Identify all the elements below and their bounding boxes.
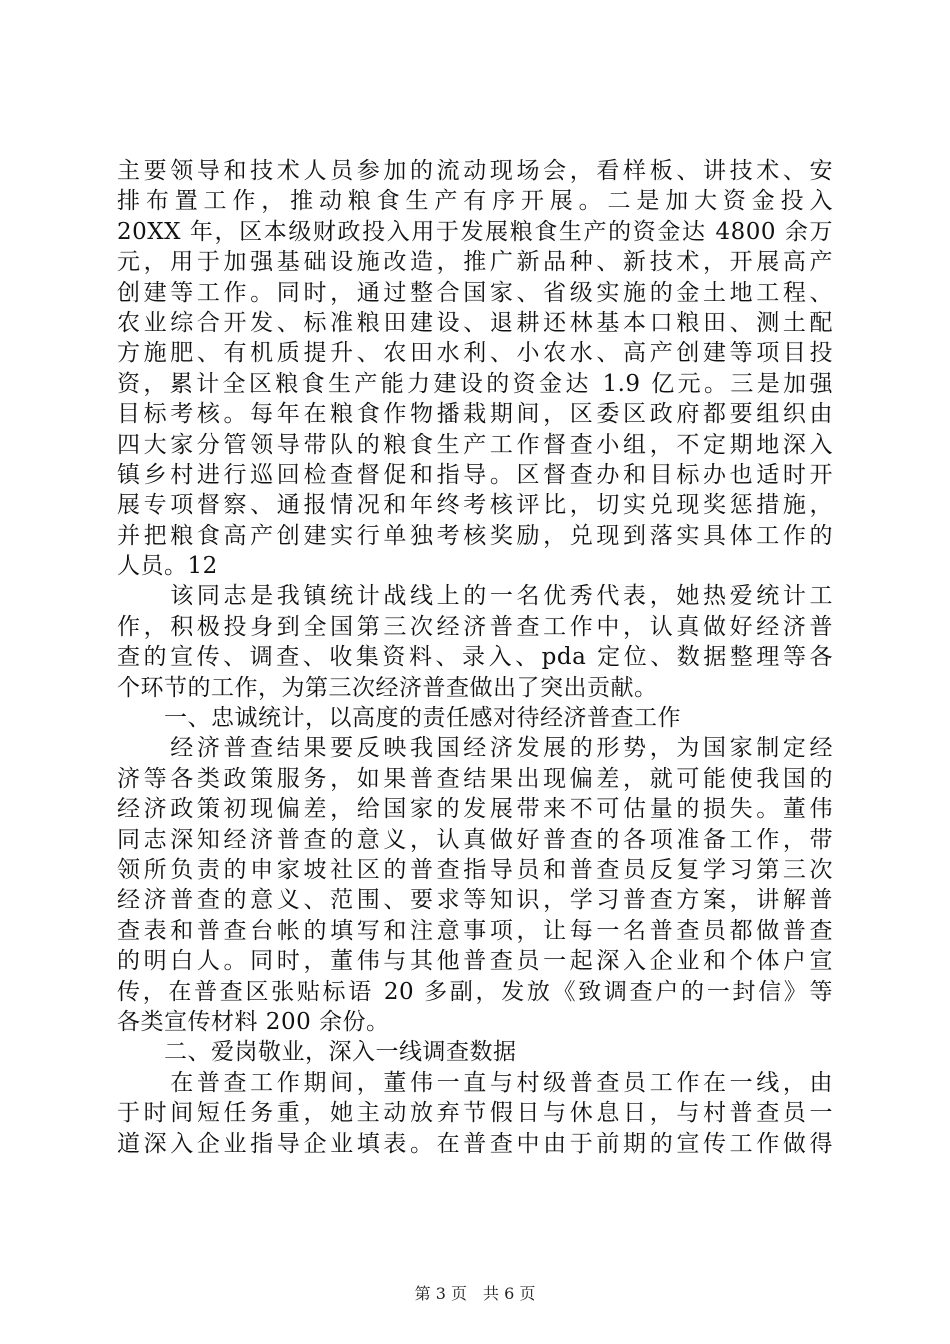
text-line: 查表和普查台帐的填写和注意事项，让每一名普查员都做普查 [117,917,833,944]
paragraph-statistician-intro [117,581,833,703]
text-line: 各类宣传材料 200 余份。 [117,1008,390,1035]
section-heading-1: 一、忠诚统计，以高度的责任感对待经济普查工作 [117,705,681,732]
paragraph-frontline-work [117,1068,833,1159]
text-line: 传，在普查区张贴标语 20 多副，发放《致调查户的一封信》等 [117,978,833,1005]
text-line: 农业综合开发、标准粮田建设、退耕还林基本口粮田、测土配 [117,309,833,336]
text-line: 目标考核。每年在粮食作物播栽期间，区委区政府都要组织由 [117,401,833,428]
text-line: 该同志是我镇统计战线上的一名优秀代表，她热爱统计工 [117,583,833,610]
page-number-footer: 第 3 页 共 6 页 [414,1284,536,1303]
text-line: 创建等工作。同时，通过整合国家、省级实施的金土地工程、 [117,279,833,306]
text-line: 经济政策初现偏差，给国家的发展带来不可估量的损失。董伟 [117,796,833,823]
text-line: 镇乡村进行巡回检查督促和指导。区督查办和目标办也适时开 [117,461,833,488]
text-line: 四大家分管领导带队的粮食生产工作督查小组，不定期地深入 [117,431,833,458]
text-line: 主要领导和技术人员参加的流动现场会，看样板、讲技术、安 [117,158,833,184]
text-line: 查的宣传、调查、收集资料、录入、pda 定位、数据整理等各 [117,644,833,671]
text-line: 领所负责的申家坡社区的普查指导员和普查员反复学习第三次 [117,856,833,883]
text-line: 经济普查结果要反映我国经济发展的形势，为国家制定经 [117,735,833,762]
text-line: 作，积极投身到全国第三次经济普查工作中，认真做好经济普 [117,613,833,640]
text-line: 经济普查的意义、范围、要求等知识，学习普查方案，讲解普 [117,887,833,914]
document-body [117,156,833,1159]
text-line: 在普查工作期间，董伟一直与村级普查员工作在一线，由 [117,1069,833,1096]
text-line: 展专项督察、通报情况和年终考核评比，切实兑现奖惩措施， [117,492,833,519]
text-line: 济等各类政策服务，如果普查结果出现偏差，就可能使我国的 [117,765,833,792]
text-line: 道深入企业指导企业填表。在普查中由于前期的宣传工作做得 [117,1130,833,1157]
text-line: 的明白人。同时，董伟与其他普查员一起深入企业和个体户宣 [117,948,833,975]
text-line: 人员。12 [117,553,218,580]
text-line: 个环节的工作，为第三次经济普查做出了突出贡献。 [117,674,658,701]
text-line: 元，用于加强基础设施改造，推广新品种、新技术，开展高产 [117,249,833,276]
section-heading-2: 二、爱岗敬业，深入一线调查数据 [117,1039,517,1066]
text-line: 并把粮食高产创建实行单独考核奖励，兑现到落实具体工作的 [117,522,833,549]
text-line: 于时间短任务重，她主动放弃节假日与休息日，与村普查员一 [117,1100,833,1127]
text-line: 同志深知经济普查的意义，认真做好普查的各项准备工作，带 [117,826,833,853]
text-line: 方施肥、有机质提升、农田水利、小农水、高产创建等项目投 [117,340,833,367]
text-line: 20XX 年，区本级财政投入用于发展粮食生产的资金达 4800 余万 [117,218,833,245]
text-line: 排布置工作，推动粮食生产有序开展。二是加大资金投入 [117,188,833,215]
paragraph-census-significance [117,733,833,1037]
text-line: 资，累计全区粮食生产能力建设的资金达 1.9 亿元。三是加强 [117,370,833,397]
paragraph-grain-production [117,156,833,581]
